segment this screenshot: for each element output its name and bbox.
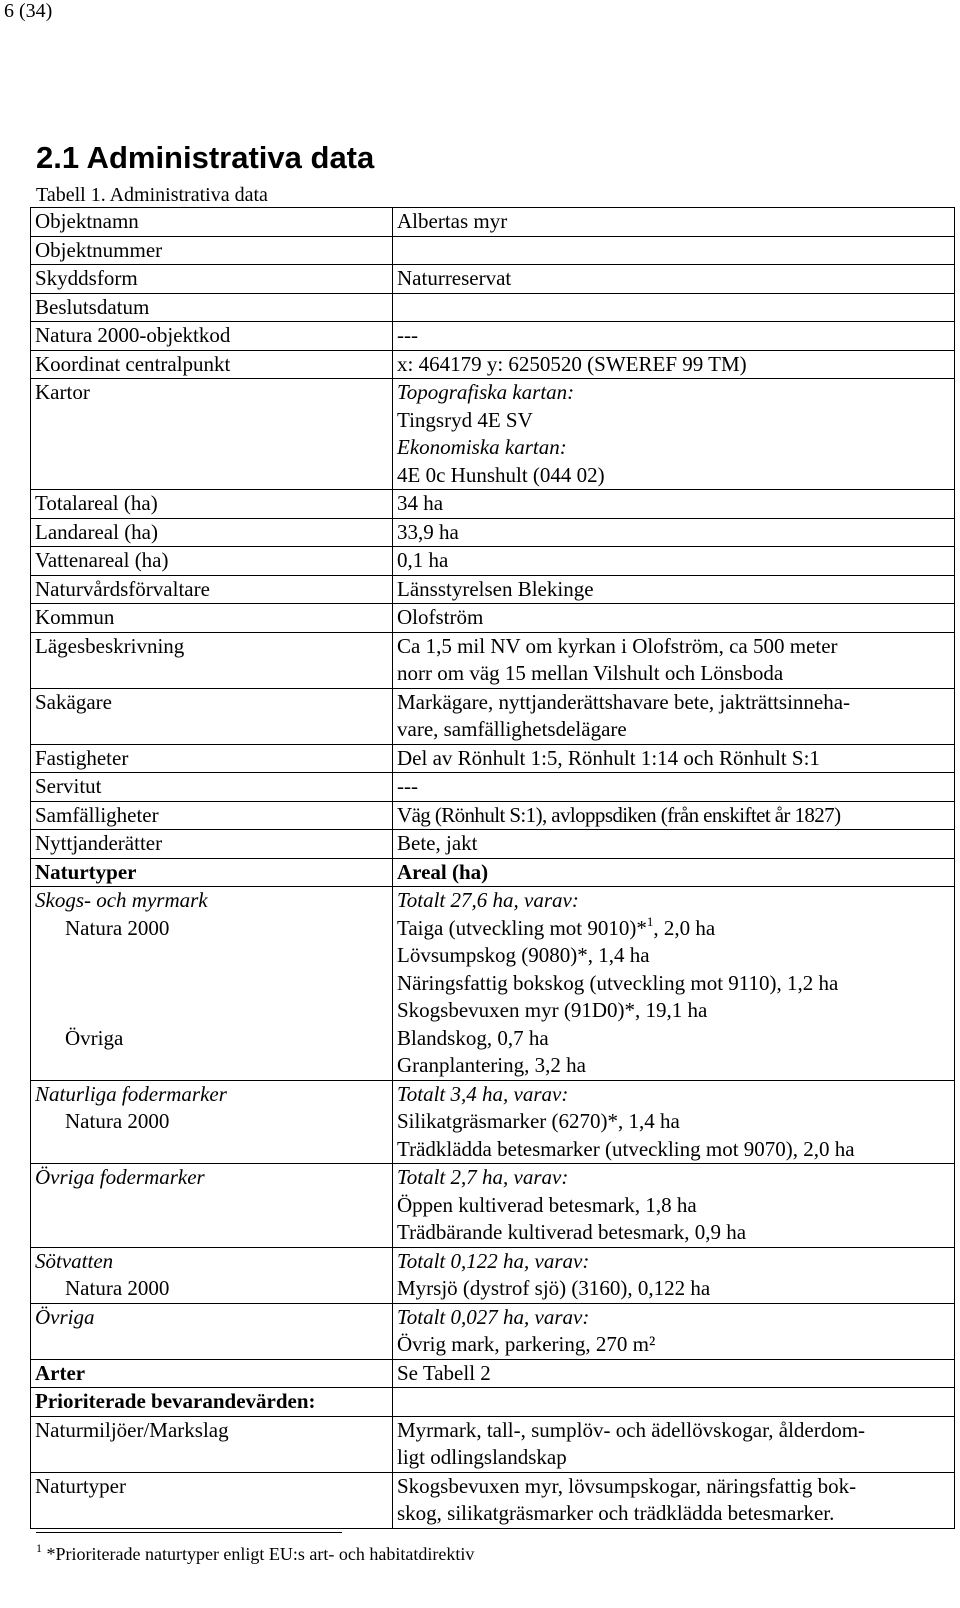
table-row <box>31 604 955 633</box>
habitat-category: Övriga <box>35 1304 95 1329</box>
row-value: 34 ha <box>393 490 955 519</box>
map-type: Ekonomiska kartan: <box>397 435 567 459</box>
table-row <box>31 236 955 265</box>
table-row <box>31 632 955 688</box>
habitat-subcategory: Natura 2000 <box>65 1276 170 1300</box>
table-row <box>31 688 955 744</box>
row-value <box>393 1388 955 1417</box>
row-label: Prioriterade bevarandevärden: <box>31 1388 393 1417</box>
value-line: ligt odlingslandskap <box>397 1445 567 1469</box>
row-value <box>393 688 955 744</box>
row-label: Koordinat centralpunkt <box>31 350 393 379</box>
value-line: skog, silikatgräsmarker och trädklädda betesmarker. <box>397 1501 835 1525</box>
row-value: Naturreservat <box>393 265 955 294</box>
value-line <box>397 915 950 943</box>
row-value <box>393 1472 955 1528</box>
habitat-area: , 2,0 ha <box>653 915 716 940</box>
row-value <box>393 236 955 265</box>
row-label <box>31 887 393 1081</box>
row-value: Del av Rönhult 1:5, Rönhult 1:14 och Rönhult S:1 <box>393 744 955 773</box>
value-line: Skogsbevuxen myr, lövsumpskogar, näringsfattig bok- <box>397 1473 857 1498</box>
table-row <box>31 379 955 490</box>
table-row <box>31 350 955 379</box>
value-line: norr om väg 15 mellan Vilshult och Lönsboda <box>397 661 784 685</box>
value-line: Markägare, nyttjanderättshavare bete, jakträttsinneha- <box>397 689 851 714</box>
row-label: Objektnamn <box>31 208 393 237</box>
row-value <box>393 1416 955 1472</box>
administrative-data-table <box>30 207 955 1529</box>
table-row <box>31 1303 955 1359</box>
row-label <box>31 1247 393 1303</box>
table-row <box>31 1388 955 1417</box>
table-row <box>31 773 955 802</box>
row-label: Samfälligheter <box>31 801 393 830</box>
table-row <box>31 1359 955 1388</box>
habitat-subcategory: Natura 2000 <box>65 915 170 940</box>
row-label: Kommun <box>31 604 393 633</box>
row-label: Landareal (ha) <box>31 518 393 547</box>
row-label: Naturtyper <box>31 1472 393 1528</box>
row-value: Bete, jakt <box>393 830 955 859</box>
table-row <box>31 490 955 519</box>
value-line: Myrsjö (dystrof sjö) (3160), 0,122 ha <box>397 1276 711 1300</box>
row-value <box>393 1247 955 1303</box>
row-label: Fastigheter <box>31 744 393 773</box>
row-label: Naturmiljöer/Markslag <box>31 1416 393 1472</box>
habitat-total: Totalt 0,122 ha, varav: <box>397 1248 590 1273</box>
table-row <box>31 887 955 1081</box>
row-value <box>393 379 955 490</box>
table-row <box>31 801 955 830</box>
row-value <box>393 1080 955 1164</box>
value-line: vare, samfällighetsdelägare <box>397 717 627 741</box>
value-line: Trädklädda betesmarker (utveckling mot 9070), 2,0 ha <box>397 1136 855 1161</box>
value-line: Öppen kultiverad betesmark, 1,8 ha <box>397 1192 697 1217</box>
row-label <box>31 1303 393 1359</box>
table-row <box>31 1416 955 1472</box>
row-value <box>393 293 955 322</box>
value-line: Skogsbevuxen myr (91D0)*, 19,1 ha <box>397 998 708 1022</box>
row-label: Naturtyper <box>31 858 393 887</box>
row-value: 0,1 ha <box>393 547 955 576</box>
row-label: Beslutsdatum <box>31 293 393 322</box>
row-value: 33,9 ha <box>393 518 955 547</box>
habitat-subcategory: Övriga <box>65 1025 124 1050</box>
habitat-total: Totalt 3,4 ha, varav: <box>397 1081 569 1106</box>
row-value: Väg (Rönhult S:1), avloppsdiken (från enskiftet år 1827) <box>393 801 955 830</box>
footnote-divider <box>36 1532 342 1533</box>
habitat-total: Totalt 27,6 ha, varav: <box>397 888 579 912</box>
table-row <box>31 208 955 237</box>
table-row <box>31 575 955 604</box>
value-line: Näringsfattig bokskog (utveckling mot 9110), 1,2 ha <box>397 970 839 995</box>
habitat-category: Övriga fodermarker <box>35 1165 205 1189</box>
row-label: Servitut <box>31 773 393 802</box>
row-label: Lägesbeskrivning <box>31 632 393 688</box>
row-value: Albertas myr <box>393 208 955 237</box>
table-row <box>31 265 955 294</box>
row-value: Länsstyrelsen Blekinge <box>393 575 955 604</box>
map-type: Topografiska kartan: <box>397 380 575 404</box>
row-label: Sakägare <box>31 688 393 744</box>
row-label: Natura 2000-objektkod <box>31 322 393 351</box>
map-sheet: Tingsryd 4E SV <box>397 407 533 432</box>
row-value <box>393 1303 955 1359</box>
row-label <box>31 1164 393 1248</box>
row-label: Totalareal (ha) <box>31 490 393 519</box>
table-row <box>31 830 955 859</box>
row-label: Nyttjanderätter <box>31 830 393 859</box>
row-label: Kartor <box>31 379 393 490</box>
row-label: Objektnummer <box>31 236 393 265</box>
value-line: Granplantering, 3,2 ha <box>397 1053 586 1077</box>
footnote-ref: 1 <box>646 913 654 929</box>
footnote-text: *Prioriterade naturtyper enligt EU:s art- och habitatdirektiv <box>46 1544 475 1564</box>
habitat-category: Naturliga fodermarker <box>35 1081 227 1106</box>
map-sheet: 4E 0c Hunshult (044 02) <box>397 462 605 487</box>
habitat-total: Totalt 0,027 ha, varav: <box>397 1304 590 1329</box>
table-row <box>31 547 955 576</box>
habitat-name: Taiga (utveckling mot 9010)* <box>397 915 647 940</box>
row-label: Vattenareal (ha) <box>31 547 393 576</box>
table-row <box>31 518 955 547</box>
table-row <box>31 744 955 773</box>
table-row <box>31 293 955 322</box>
row-label: Arter <box>31 1359 393 1388</box>
value-line: Silikatgräsmarker (6270)*, 1,4 ha <box>397 1109 680 1133</box>
row-label: Naturvårdsförvaltare <box>31 575 393 604</box>
row-value <box>393 887 955 1081</box>
row-value: Se Tabell 2 <box>393 1359 955 1388</box>
row-label: Skyddsform <box>31 265 393 294</box>
footnote-number: 1 <box>36 1541 42 1555</box>
row-label <box>31 1080 393 1164</box>
footnote <box>36 1541 474 1565</box>
row-value: Areal (ha) <box>393 858 955 887</box>
value-line: Blandskog, 0,7 ha <box>397 1025 549 1050</box>
table-row <box>31 858 955 887</box>
page-number: 6 (34) <box>4 0 53 22</box>
row-value: --- <box>393 773 955 802</box>
table-row <box>31 322 955 351</box>
row-value <box>393 632 955 688</box>
table-row <box>31 1247 955 1303</box>
row-value: Olofström <box>393 604 955 633</box>
habitat-subcategory: Natura 2000 <box>65 1109 170 1133</box>
value-line: Lövsumpskog (9080)*, 1,4 ha <box>397 943 650 967</box>
value-line: Ca 1,5 mil NV om kyrkan i Olofström, ca 500 meter <box>397 633 838 658</box>
row-value <box>393 1164 955 1248</box>
section-heading: 2.1 Administrativa data <box>36 140 375 175</box>
value-line: Övrig mark, parkering, 270 m² <box>397 1332 656 1356</box>
table-row <box>31 1080 955 1164</box>
value-line: Trädbärande kultiverad betesmark, 0,9 ha <box>397 1220 747 1244</box>
habitat-category: Sötvatten <box>35 1248 114 1273</box>
table-caption: Tabell 1. Administrativa data <box>36 184 268 206</box>
habitat-total: Totalt 2,7 ha, varav: <box>397 1165 569 1189</box>
value-line: Myrmark, tall-, sumplöv- och ädellövskogar, ålderdom- <box>397 1417 866 1442</box>
table-row <box>31 1472 955 1528</box>
row-value: x: 464179 y: 6250520 (SWEREF 99 TM) <box>393 350 955 379</box>
row-value: --- <box>393 322 955 351</box>
habitat-category: Skogs- och myrmark <box>35 888 208 912</box>
table-row <box>31 1164 955 1248</box>
